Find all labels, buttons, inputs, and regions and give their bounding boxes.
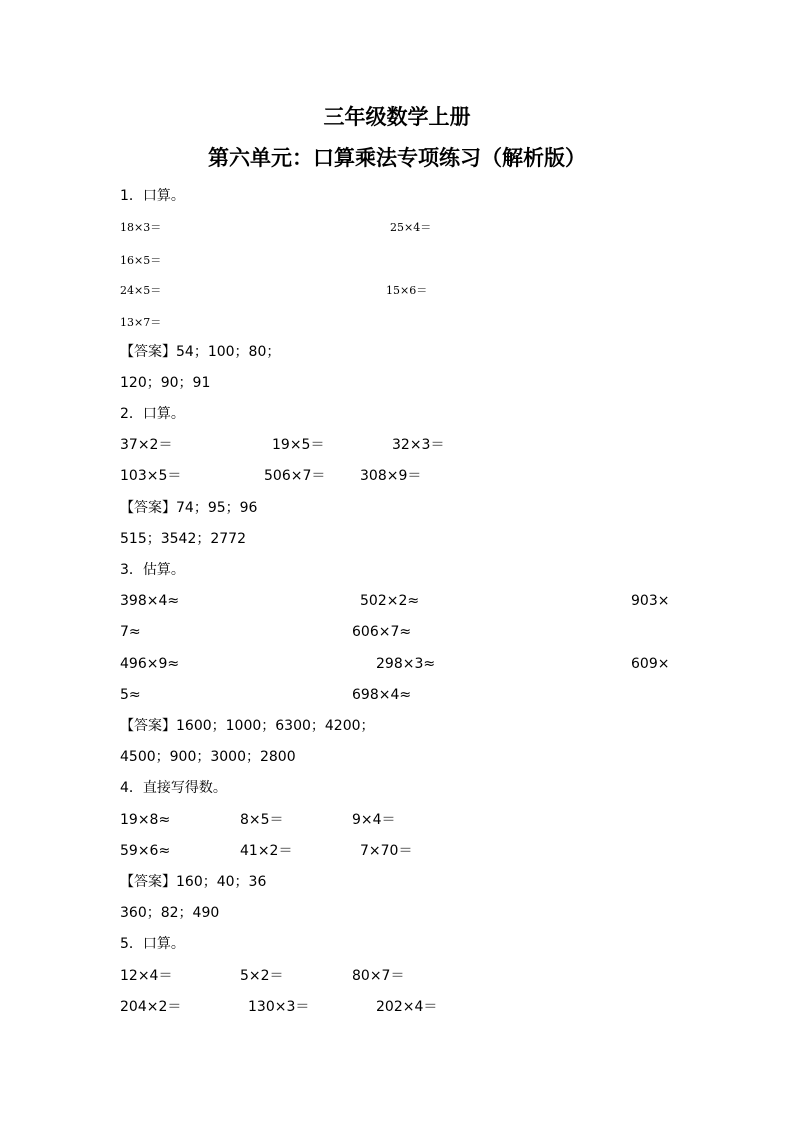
- q3-answer: 【答案】1600；1000；6300；4200；: [120, 718, 375, 734]
- q3-item: 698×4≈: [352, 687, 412, 703]
- q1-answer-continued: 120；90；91: [120, 375, 211, 391]
- q2-item: 32×3＝: [392, 437, 445, 453]
- q3-answer-continued: 4500；900；3000；2800: [120, 749, 296, 765]
- q4-answer: 【答案】160；40；36: [120, 874, 267, 890]
- q1-item: 16×5＝: [120, 254, 162, 267]
- q2-item: 37×2＝: [120, 437, 173, 453]
- q4-item: 59×6≈: [120, 843, 171, 859]
- q3-item: 7≈: [120, 624, 141, 640]
- q1-label: 1．口算。: [120, 188, 185, 204]
- q3-item: 298×3≈: [376, 656, 436, 672]
- q5-item: 204×2＝: [120, 999, 182, 1015]
- q3-item: 903×: [631, 593, 670, 609]
- q1-item: 13×7＝: [120, 316, 162, 329]
- page-subtitle: 第六单元：口算乘法专项练习（解析版）: [208, 146, 586, 170]
- q2-item: 19×5＝: [272, 437, 325, 453]
- q5-item: 80×7＝: [352, 968, 405, 984]
- q2-answer: 【答案】74；95；96: [120, 500, 258, 516]
- q5-item: 12×4＝: [120, 968, 173, 984]
- q3-item: 5≈: [120, 687, 141, 703]
- q3-item: 609×: [631, 656, 670, 672]
- q5-item: 5×2＝: [240, 968, 284, 984]
- q4-item: 7×70＝: [360, 843, 413, 859]
- q4-item: 9×4＝: [352, 812, 396, 828]
- q2-item: 308×9＝: [360, 468, 422, 484]
- q3-label: 3．估算。: [120, 562, 185, 578]
- page-title: 三年级数学上册: [323, 105, 471, 129]
- q5-item: 202×4＝: [376, 999, 438, 1015]
- q4-item: 8×5＝: [240, 812, 284, 828]
- q3-item: 502×2≈: [360, 593, 420, 609]
- q1-item: 18×3＝: [120, 221, 162, 234]
- q4-label: 4．直接写得数。: [120, 780, 227, 796]
- q1-item: 15×6＝: [386, 284, 428, 297]
- q3-item: 398×4≈: [120, 593, 180, 609]
- q2-label: 2．口算。: [120, 406, 185, 422]
- q3-item: 606×7≈: [352, 624, 412, 640]
- q2-answer-continued: 515；3542；2772: [120, 531, 246, 547]
- q4-answer-continued: 360；82；490: [120, 905, 220, 921]
- q4-item: 19×8≈: [120, 812, 171, 828]
- q1-answer: 【答案】54；100；80；: [120, 344, 281, 360]
- q1-item: 25×4＝: [390, 221, 432, 234]
- q5-item: 130×3＝: [248, 999, 310, 1015]
- q2-item: 506×7＝: [264, 468, 326, 484]
- q5-label: 5．口算。: [120, 936, 185, 952]
- q3-item: 496×9≈: [120, 656, 180, 672]
- q4-item: 41×2＝: [240, 843, 293, 859]
- q1-item: 24×5＝: [120, 284, 162, 297]
- q2-item: 103×5＝: [120, 468, 182, 484]
